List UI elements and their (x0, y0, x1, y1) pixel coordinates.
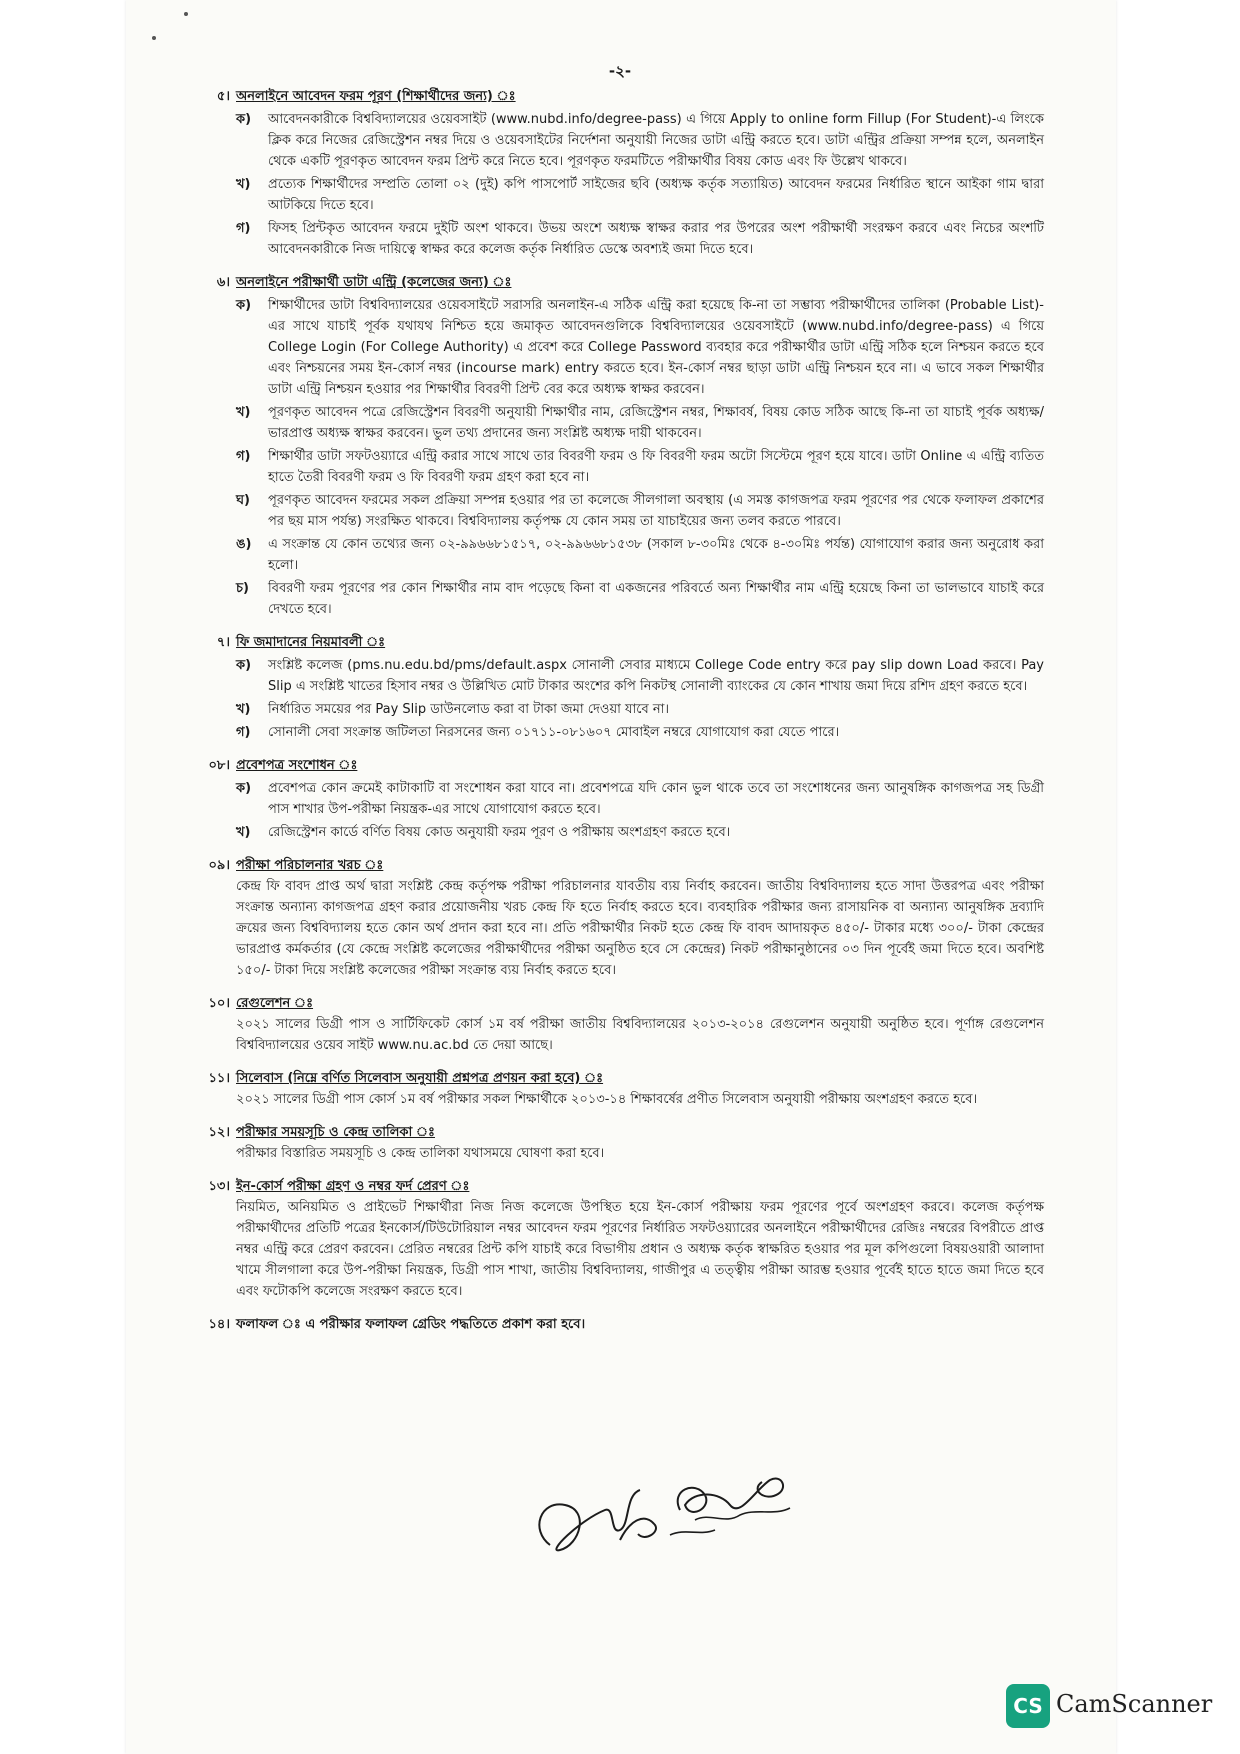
list-item (236, 534, 1044, 576)
item-text: পূরণকৃত আবেদন পত্রে রেজিস্ট্রেশন বিবরণী অনুযায়ী শিক্ষার্থীর নাম, রেজিস্ট্রেশন নম্বর, শিক্ষাবর্ষ, বিষয় কোড সঠিক আছে কি-না তা যাচাই পূর্বক অধ্যক্ষ/ভারপ্রাপ্ত অধ্যক্ষ স্বাক্ষর করবেন। ভুল তথ্য প্রদানের জন্য সংশ্লিষ্ট অধ্যক্ষ দায়ী থাকবেন। (268, 405, 1044, 441)
section-1 (216, 86, 1044, 260)
section-4 (208, 755, 1044, 843)
section-body: কেন্দ্র ফি বাবদ প্রাপ্ত অর্থ দ্বারা সংশ্লিষ্ট কেন্দ্র কর্তৃপক্ষ পরীক্ষা পরিচালনার যাবতীয় ব্যয় নির্বাহ করবেন। জাতীয় বিশ্ববিদ্যালয় হতে সাদা উত্তরপত্র এবং পরীক্ষা সংক্রান্ত অন্যান্য কাগজপত্র গ্রহণ করার প্রয়োজনীয় খরচ কেন্দ্র ফি হতে নির্বাহ করতে হবে। ব্যবহারিক পরীক্ষার জন্য রাসায়নিক বা অন্যান্য আনুষঙ্গিক দ্রব্যাদি ক্রয়ের জন্য বিশ্ববিদ্যালয় হতে কোন অর্থ প্রদান করা হবে না। প্রতি পরীক্ষার্থীর নিকট হতে কেন্দ্র ফি বাবদ আদায়কৃত ৪৫০/- টাকার মধ্যে ৩০০/- টাকা কেন্দ্রের ভারপ্রাপ্ত কর্মকর্তার (যে কেন্দ্রে সংশ্লিষ্ট কলেজের পরীক্ষার্থীদের পরীক্ষা অনুষ্ঠিত হবে সে কেন্দ্রের) নিকট পরীক্ষানুষ্ঠানের ০৩ দিন পূর্বেই জমা দিতে হবে। অবশিষ্ট ১৫০/- টাকা দিয়ে সংশ্লিষ্ট কলেজের পরীক্ষা সংক্রান্ত ব্যয় নির্বাহ করতে হবে। (236, 879, 1044, 978)
section-number: ৬। (216, 275, 230, 290)
item-text: শিক্ষার্থীর ডাটা সফটওয়্যারে এন্ট্রি করার সাথে সাথে তার বিবরণী ফরম ও ফি বিবরণী ফরম অটো সিস্টেমে পূরণ হয়ে যাবে। ডাটা Online এ এন্ট্রি ব্যতিত হাতে তৈরী বিবরণী ফরম ও ফি বিবরণী ফরম গ্রহণ করা হবে না। (268, 449, 1044, 485)
item-text: প্রবেশপত্র কোন ক্রমেই কাটাকাটি বা সংশোধন করা যাবে না। প্রবেশপত্রে যদি কোন ভুল থাকে তবে তা সংশোধনের জন্য আনুষঙ্গিক কাগজপত্র সহ ডিগ্রী পাস শাখার উপ-পরীক্ষা নিয়ন্ত্রক-এর সাথে যোগাযোগ করতে হবে। (268, 781, 1044, 817)
list-item (236, 402, 1044, 444)
section-number: ১৪। (208, 1317, 230, 1332)
item-label: খ) (236, 177, 251, 192)
item-label: ক) (236, 112, 252, 127)
item-label: ক) (236, 658, 252, 673)
section-title: ইন-কোর্স পরীক্ষা গ্রহণ ও নম্বর ফর্দ প্রেরণ ঃ (236, 1179, 470, 1194)
section-6 (208, 993, 1044, 1056)
item-text: আবেদনকারীকে বিশ্ববিদ্যালয়ের ওয়েবসাইট (www.nubd.info/degree-pass) এ গিয়ে Apply to online form Fillup (For Student)-এ লিংকে ক্লিক করে নিজের রেজিস্ট্রেশন নম্বর দিয়ে ও ওয়েবসাইটের নির্দেশনা অনুযায়ী নিজের ডাটা এন্ট্রি করতে হবে। ডাটা এন্ট্রির প্রক্রিয়া সম্পন্ন হলে, অনলাইন থেকে একটি পূরণকৃত আবেদন ফরম প্রিন্ট করে নিতে হবে। পূরণকৃত ফরমটিতে পরীক্ষার্থীর বিষয় কোড এবং ফি উল্লেখ থাকবে। (268, 112, 1044, 169)
section-number: ১০। (208, 996, 230, 1011)
section-title: অনলাইনে পরীক্ষার্থী ডাটা এন্ট্রি (কলেজের জন্য) ঃ (236, 275, 512, 290)
section-heading (208, 1068, 1044, 1089)
item-text: প্রত্যেক শিক্ষার্থীদের সম্প্রতি তোলা ০২ (দুই) কপি পাসপোর্ট সাইজের ছবি (অধ্যক্ষ কর্তৃক সত্যায়িত) আবেদন ফরমের নির্ধারিত স্থানে আইকা গাম দ্বারা আটকিয়ে দিতে হবে। (268, 177, 1044, 213)
section-title: পরীক্ষা পরিচালনার খরচ ঃ (236, 858, 384, 873)
item-label: গ) (236, 449, 251, 464)
list-item (236, 109, 1044, 172)
section-8 (208, 1122, 1044, 1164)
item-label: ক) (236, 781, 252, 796)
section-heading (208, 1176, 1044, 1197)
list-item (236, 822, 1044, 843)
closing-text: ফলাফল ঃ এ পরীক্ষার ফলাফল গ্রেডিং পদ্ধতিতে প্রকাশ করা হবে। (236, 1317, 586, 1332)
section-number: ৭। (216, 635, 230, 650)
section-title: প্রবেশপত্র সংশোধন ঃ (236, 758, 358, 773)
list-item (236, 218, 1044, 260)
item-label: ক) (236, 298, 252, 313)
section-body: ২০২১ সালের ডিগ্রী পাস ও সার্টিফিকেট কোর্স ১ম বর্ষ পরীক্ষা জাতীয় বিশ্ববিদ্যালয়ের ২০১৩-২০১৪ রেগুলেশন অনুযায়ী অনুষ্ঠিত হবে। পূর্ণাঙ্গ রেগুলেশন বিশ্ববিদ্যালয়ের ওয়েব সাইট www.nu.ac.bd তে দেয়া আছে। (236, 1017, 1044, 1053)
section-body: পরীক্ষার বিস্তারিত সময়সূচি ও কেন্দ্র তালিকা যথাসময়ে ঘোষণা করা হবে। (236, 1146, 605, 1161)
item-text: পূরণকৃত আবেদন ফরমের সকল প্রক্রিয়া সম্পন্ন হওয়ার পর তা কলেজে সীলগালা অবস্থায় (এ সমস্ত কাগজপত্র ফরম পূরণের পর থেকে ফলাফল প্রকাশের পর ছয় মাস পর্যন্ত) সংরক্ষিত থাকবে। বিশ্ববিদ্যালয় কর্তৃপক্ষ যে কোন সময় তা যাচাইয়ের জন্য তলব করতে পারবে। (268, 493, 1044, 529)
section-2 (216, 272, 1044, 620)
item-text: সোনালী সেবা সংক্রান্ত জটিলতা নিরসনের জন্য ০১৭১১-০৮১৬০৭ মোবাইল নম্বরে যোগাযোগ করা যেতে পারে। (268, 725, 840, 740)
scan-speck (152, 36, 156, 40)
list-item (236, 699, 1044, 720)
list-item (236, 655, 1044, 697)
list-item (236, 722, 1044, 743)
section-heading (216, 86, 1044, 107)
section-number: ১১। (208, 1071, 230, 1086)
item-text: শিক্ষার্থীদের ডাটা বিশ্ববিদ্যালয়ের ওয়েবসাইটে সরাসরি অনলাইন-এ সঠিক এন্ট্রি করা হয়েছে কি-না তা সম্ভাব্য পরীক্ষার্থীদের তালিকা (Probable List)-এর সাথে যাচাই পূর্বক যথাযথ নিশ্চিত হয়ে জমাকৃত আবেদনগুলিকে বিশ্ববিদ্যালয়ের ওয়েবসাইটে (www.nubd.info/degree-pass) এ গিয়ে College Login (For College Authority) এ প্রবেশ করে College Password ব্যবহার করে পরীক্ষার্থীর ডাটা এন্ট্রি সঠিক হলে নিশ্চয়ন করতে হবে এবং নিশ্চয়নের সময় ইন-কোর্স নম্বর (incourse mark) entry করতে হবে। ইন-কোর্স নম্বর ছাড়া ডাটা এন্ট্রি নিশ্চয়ন হবে না। এ ভাবে সকল শিক্ষার্থীর ডাটা এন্ট্রি নিশ্চয়ন হওয়ার পর শিক্ষার্থীর বিবরণী প্রিন্ট বের করে অধ্যক্ষ স্বাক্ষর করবেন। (268, 298, 1044, 397)
list-item (236, 778, 1044, 820)
signature-icon (520, 1450, 850, 1570)
section-title: ফি জমাদানের নিয়মাবলী ঃ (236, 635, 386, 650)
section-title: রেগুলেশন ঃ (236, 996, 314, 1011)
scan-speck (184, 12, 188, 16)
item-label: খ) (236, 825, 251, 840)
list-item (236, 490, 1044, 532)
list-item (236, 174, 1044, 216)
section-body: ২০২১ সালের ডিগ্রী পাস কোর্স ১ম বর্ষ পরীক্ষার সকল শিক্ষার্থীকে ২০১৩-১৪ শিক্ষাবর্ষের প্রণীত সিলেবাস অনুযায়ী পরীক্ষায় অংশগ্রহণ করতে হবে। (236, 1092, 978, 1107)
item-label: খ) (236, 405, 251, 420)
item-text: রেজিস্ট্রেশন কার্ডে বর্ণিত বিষয় কোড অনুযায়ী ফরম পূরণ ও পরীক্ষায় অংশগ্রহণ করতে হবে। (268, 825, 731, 840)
section-number: ০৯। (208, 858, 230, 873)
item-text: ফিসহ প্রিন্টকৃত আবেদন ফরমে দুইটি অংশ থাকবে। উভয় অংশে অধ্যক্ষ স্বাক্ষর করার পর উপরের অংশ পরীক্ষার্থী সংরক্ষণ করবে এবং নিচের অংশটি আবেদনকারীকে নিজ দায়িত্বে স্বাক্ষর করে কলেজ কর্তৃক নির্ধারিত ডেস্কে অবশ্যই জমা দিতে হবে। (268, 221, 1044, 257)
section-title: সিলেবাস (নিম্নে বর্ণিত সিলেবাস অনুযায়ী প্রশ্নপত্র প্রণয়ন করা হবে) ঃ (236, 1071, 604, 1086)
item-label: ঙ) (236, 537, 252, 552)
document-body (208, 86, 1044, 1347)
list-item (236, 578, 1044, 620)
item-label: খ) (236, 702, 251, 717)
item-label: ঘ) (236, 493, 250, 508)
list-item (236, 446, 1044, 488)
item-text: সংশ্লিষ্ট কলেজ (pms.nu.edu.bd/pms/default.aspx সোনালী সেবার মাধ্যমে College Code entry করে pay slip down Load করবে। Pay Slip এ সংশ্লিষ্ট খাতের হিসাব নম্বর ও উল্লিখিত মোট টাকার অংশের কপি নিকটস্থ সোনালী ব্যাংকের যে কোন শাখায় জমা দিয়ে রশিদ গ্রহণ করতে হবে। (268, 658, 1044, 694)
section-heading (216, 272, 1044, 293)
page-number: -২- (608, 62, 632, 80)
list-item (236, 295, 1044, 400)
item-text: এ সংক্রান্ত যে কোন তথ্যের জন্য ০২-৯৯৬৬৮১৫১৭, ০২-৯৯৬৬৮১৫৩৮ (সকাল ৮-৩০মিঃ থেকে ৪-৩০মিঃ পর্যন্ত) যোগাযোগ করার জন্য অনুরোধ করা হলো। (268, 537, 1044, 573)
section-number: ০৮। (208, 758, 230, 773)
section-body: নিয়মিত, অনিয়মিত ও প্রাইভেট শিক্ষার্থীরা নিজ নিজ কলেজে উপস্থিত হয়ে ইন-কোর্স পরীক্ষায় ফরম পূরণের পূর্বে অংশগ্রহণ করবে। কলেজ কর্তৃপক্ষ পরীক্ষার্থীদের প্রতিটি পত্রের ইনকোর্স/টিউটোরিয়াল নম্বর আবেদন ফরম পূরণের নির্ধারিত সফটওয়্যারের অনলাইনে পরীক্ষার্থীদের রেজিঃ নম্বরের বিপরীতে প্রাপ্ত নম্বর এন্ট্রি করে প্রেরণ করবেন। প্রেরিত নম্বরের প্রিন্ট কপি যাচাই করে বিভাগীয় প্রধান ও অধ্যক্ষ কর্তৃক স্বাক্ষরিত হওয়ার পর মূল কপিগুলো বিষয়ওয়ারী আলাদা খামে সীলগালা করে উপ-পরীক্ষা নিয়ন্ত্রক, ডিগ্রী পাস শাখা, জাতীয় বিশ্ববিদ্যালয়, গাজীপুর এ তত্ত্বীয় পরীক্ষা আরম্ভ হওয়ার পূর্বেই হাতে হাতে জমা দিতে হবে এবং ফটোকপি কলেজে সংরক্ষণ করতে হবে। (236, 1200, 1044, 1299)
item-text: নির্ধারিত সময়ের পর Pay Slip ডাউনলোড করা বা টাকা জমা দেওয়া যাবে না। (268, 702, 670, 717)
item-text: বিবরণী ফরম পূরণের পর কোন শিক্ষার্থীর নাম বাদ পড়েছে কিনা বা একজনের পরিবর্তে অন্য শিক্ষার্থীর নাম এন্ট্রি হয়েছে কিনা তা ভালভাবে যাচাই করে দেখতে হবে। (268, 581, 1044, 617)
section-heading (208, 855, 1044, 876)
section-7 (208, 1068, 1044, 1110)
section-heading (208, 1122, 1044, 1143)
section-heading (208, 993, 1044, 1014)
section-9 (208, 1176, 1044, 1302)
section-number: ৫। (216, 89, 230, 104)
closing-statement (208, 1314, 1044, 1335)
section-5 (208, 855, 1044, 981)
item-label: গ) (236, 221, 251, 236)
item-label: চ) (236, 581, 249, 596)
camscanner-logo-icon: CS (1006, 1684, 1050, 1728)
item-label: গ) (236, 725, 251, 740)
section-3 (216, 632, 1044, 743)
section-number: ১৩। (208, 1179, 230, 1194)
section-title: অনলাইনে আবেদন ফরম পূরণ (শিক্ষার্থীদের জন্য) ঃ (236, 89, 516, 104)
section-heading (216, 632, 1044, 653)
section-heading (208, 755, 1044, 776)
camscanner-brand: CamScanner (1056, 1690, 1213, 1718)
section-number: ১২। (208, 1125, 230, 1140)
section-title: পরীক্ষার সময়সূচি ও কেন্দ্র তালিকা ঃ (236, 1125, 435, 1140)
